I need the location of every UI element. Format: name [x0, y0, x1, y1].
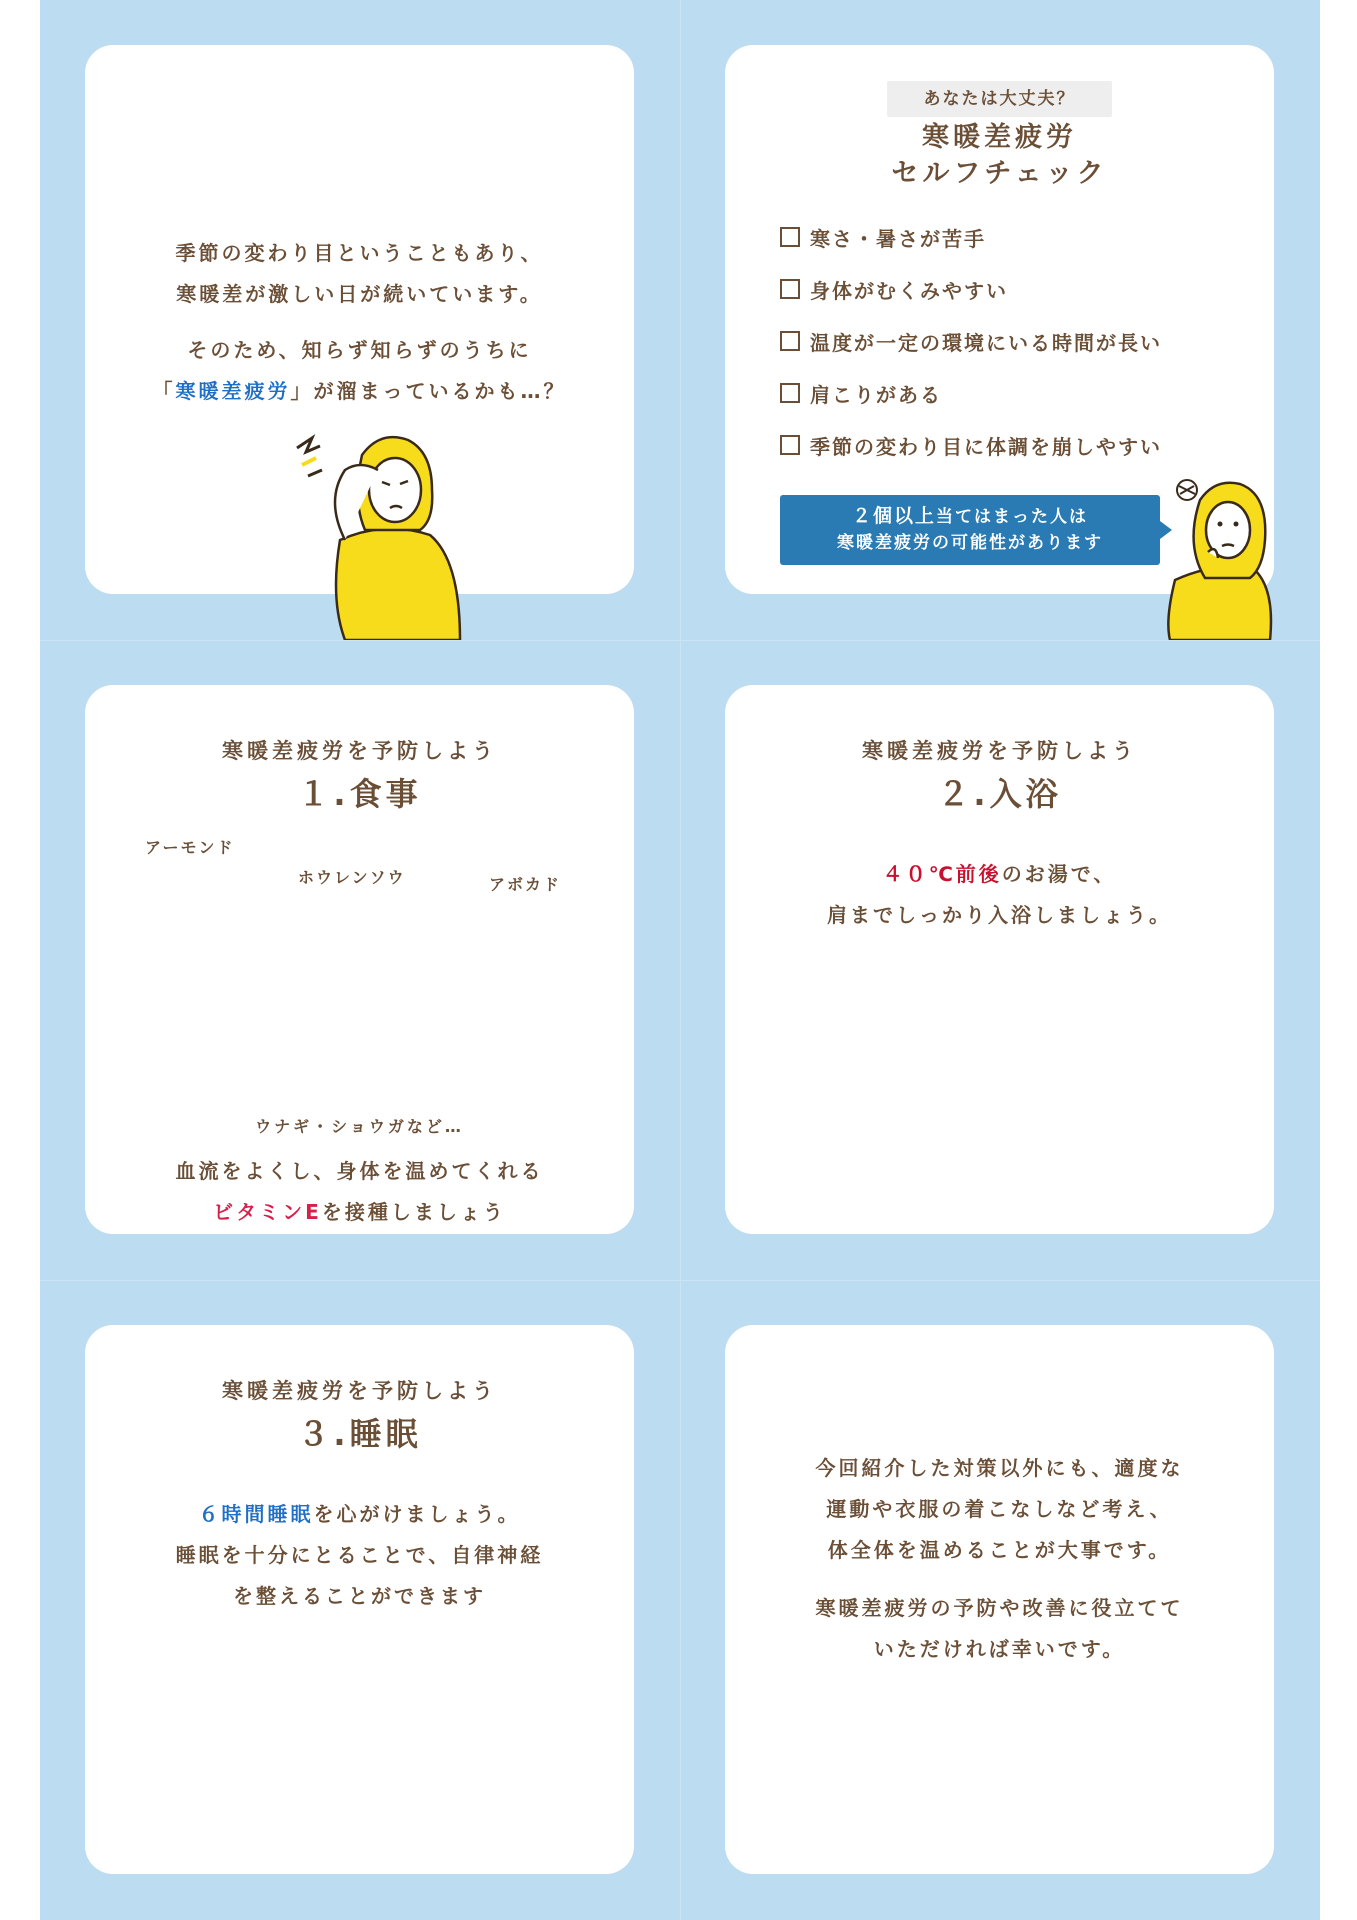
food-etc: ウナギ・ショウガなど… — [255, 1117, 464, 1136]
summary-line-4: 寒暖差疲労の予防や改善に役立てて — [815, 1596, 1184, 1620]
intro-quote-open: 「 — [152, 379, 176, 403]
checklist-label: 身体がむくみやすい — [810, 278, 1008, 303]
panel-intro — [40, 0, 680, 640]
callout-bold: ２個以上 — [851, 505, 936, 527]
intro-line-2: 寒暖差が激しい日が続いています。 — [176, 282, 543, 306]
summary-line-5: いただければ幸いです。 — [873, 1637, 1126, 1661]
callout-line-2: 寒暖差疲労の可能性があります — [837, 533, 1103, 553]
food-label-almond: アーモンド — [145, 838, 235, 857]
food-subtitle: 寒暖差疲労を予防しよう — [222, 739, 497, 763]
checklist-label: 肩こりがある — [810, 382, 942, 407]
self-check-tag: あなたは大丈夫？ — [887, 81, 1112, 117]
bath-line-1-rest: のお湯で、 — [1001, 862, 1117, 886]
thinking-woman-illustration — [680, 0, 1320, 640]
checklist-label: 寒さ・暑さが苦手 — [810, 226, 986, 251]
summary-line-1: 今回紹介した対策以外にも、適度な — [815, 1456, 1184, 1480]
panel-self-check — [680, 0, 1320, 640]
bath-temperature-highlight: ４０℃前後 — [882, 862, 1002, 886]
food-label-avocado: アボカド — [489, 875, 562, 894]
intro-line-3: そのため、知らず知らずのうちに — [187, 338, 532, 362]
sleep-title: ３.睡眠 — [297, 1415, 422, 1453]
sleep-hours-highlight: ６時間睡眠 — [198, 1502, 314, 1526]
sleep-line-2: 睡眠を十分にとることで、自律神経 — [175, 1543, 544, 1567]
summary-line-2: 運動や衣服の着こなしなど考え、 — [826, 1497, 1173, 1521]
self-check-title-1: 寒暖差疲労 — [922, 122, 1077, 153]
food-title: １.食事 — [297, 775, 422, 813]
sleep-line-1-rest: を心がけましょう。 — [313, 1502, 521, 1526]
callout-line-1: 当てはまった人は — [936, 507, 1088, 527]
panel-sleep — [40, 1280, 680, 1920]
bath-title: ２.入浴 — [937, 775, 1062, 813]
panel-food — [40, 640, 680, 1280]
headache-woman-illustration — [40, 0, 680, 640]
food-line-1: 血流をよくし、身体を温めてくれる — [175, 1159, 544, 1183]
food-label-spinach: ホウレンソウ — [298, 868, 406, 887]
bath-subtitle: 寒暖差疲労を予防しよう — [862, 739, 1137, 763]
bath-line-2: 肩までしっかり入浴しましょう。 — [827, 903, 1172, 927]
sleeping-woman-illustration — [40, 1280, 680, 1920]
intro-line-1: 季節の変わり目ということもあり、 — [175, 241, 544, 265]
food-line-2-rest: を接種しましょう — [321, 1200, 506, 1224]
checklist-label: 季節の変わり目に体調を崩しやすい — [810, 434, 1162, 459]
intro-highlight-term: 寒暖差疲労 — [175, 379, 291, 403]
panel-summary — [680, 1280, 1320, 1920]
sleep-line-3: を整えることができます — [233, 1584, 486, 1608]
sleep-subtitle: 寒暖差疲労を予防しよう — [222, 1379, 497, 1403]
summary-line-3: 体全体を温めることが大事です。 — [827, 1538, 1172, 1562]
self-check-title-2: セルフチェック — [891, 158, 1108, 189]
bath-illustration — [680, 640, 1320, 1280]
scribble-icon — [1177, 480, 1197, 500]
cheerful-woman-illustration — [680, 1280, 1320, 1920]
food-illustrations — [40, 640, 680, 1280]
vitamin-e-highlight: ビタミンE — [213, 1200, 322, 1224]
panel-bath — [680, 640, 1320, 1280]
lightning-icon — [297, 438, 322, 476]
intro-line-4-rest: 」が溜まっているかも…？ — [290, 379, 567, 403]
checklist-label: 温度が一定の環境にいる時間が長い — [810, 330, 1162, 355]
